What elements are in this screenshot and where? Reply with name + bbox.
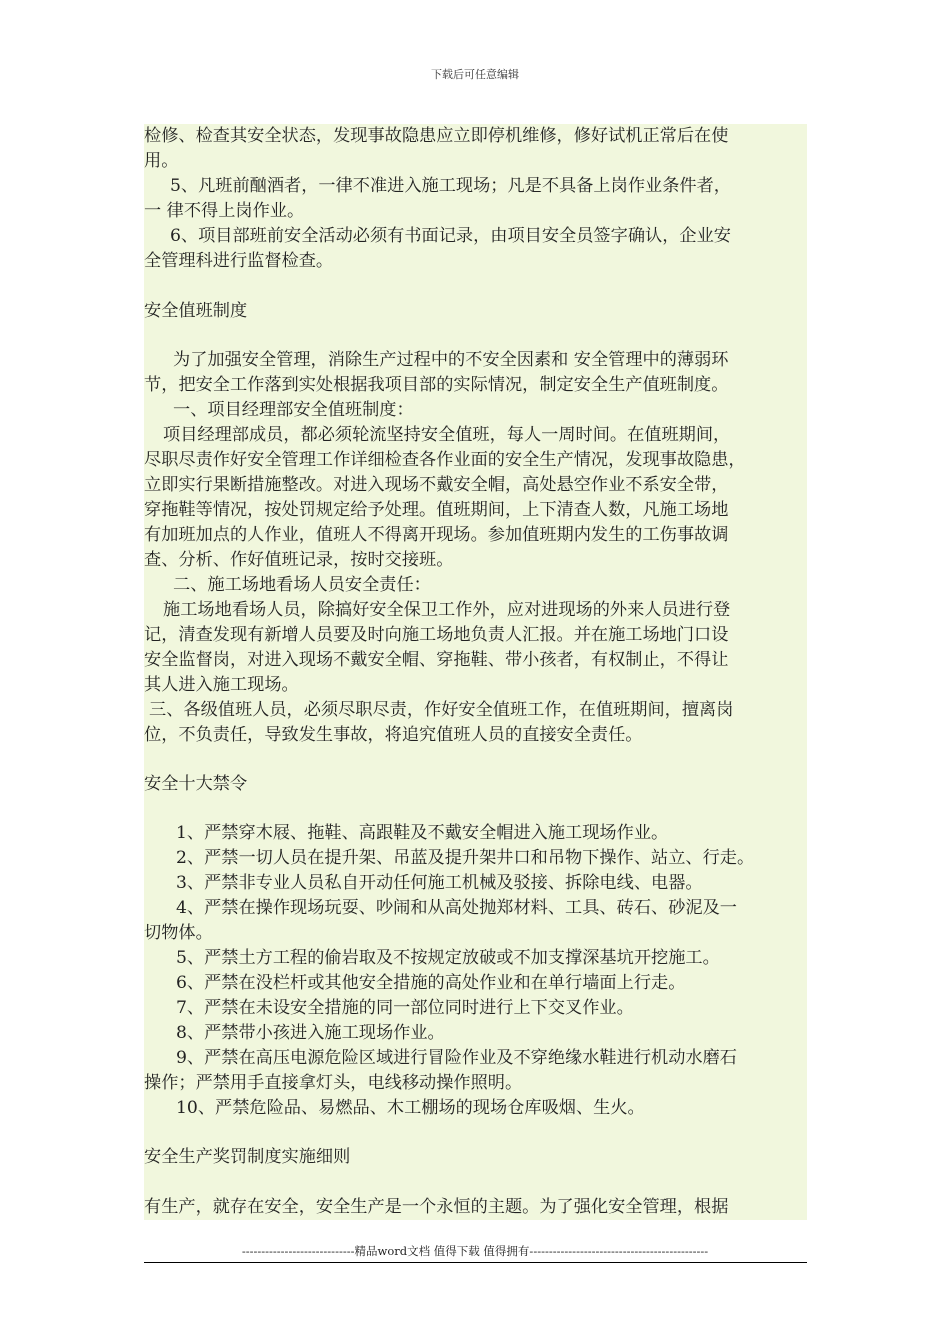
text-line: 安全值班制度 bbox=[144, 301, 248, 321]
text-line: 施工场地看场人员，除搞好安全保卫工作外，应对进现场的外来人员进行登 bbox=[163, 600, 731, 620]
page-header: 下载后可任意编辑 bbox=[431, 68, 519, 81]
text-line: 切物体。 bbox=[144, 923, 213, 943]
text-line: 其人进入施工现场。 bbox=[144, 675, 299, 695]
text-line: 安全监督岗，对进入现场不戴安全帽、穿拖鞋、带小孩者，有权制止，不得让 bbox=[144, 650, 729, 670]
footer-rule bbox=[144, 1262, 807, 1263]
text-line: 7、严禁在未设安全措施的同一部位同时进行上下交叉作业。 bbox=[176, 998, 634, 1018]
text-line: 8、严禁带小孩进入施工现场作业。 bbox=[176, 1023, 445, 1043]
text-line: 2、严禁一切人员在提升架、吊蓝及提升架井口和吊物下操作、站立、行走。 bbox=[176, 848, 755, 868]
document-body bbox=[144, 124, 807, 1220]
text-line: 尽职尽责作好安全管理工作详细检查各作业面的安全生产情况，发现事故隐患， bbox=[144, 450, 746, 470]
text-line: 全管理科进行监督检查。 bbox=[144, 251, 334, 271]
text-line: 6、项目部班前安全活动必须有书面记录，由项目安全员签字确认，企业安 bbox=[170, 226, 731, 246]
text-line: 有加班加点的人作业，值班人不得离开现场。参加值班期内发生的工伤事故调 bbox=[144, 525, 729, 545]
text-line: 二、施工场地看场人员安全责任： bbox=[173, 575, 431, 595]
text-line: 操作；严禁用手直接拿灯头，电线移动操作照明。 bbox=[144, 1073, 523, 1093]
text-line: 4、严禁在操作现场玩耍、吵闹和从高处抛郑材料、工具、砖石、砂泥及一 bbox=[176, 898, 737, 918]
page-footer: -----------------------------精品word文档 值得下载 值得拥有---------------------------------------------- bbox=[241, 1244, 709, 1258]
text-line: 为了加强安全管理，消除生产过程中的不安全因素和 安全管理中的薄弱环 bbox=[173, 350, 729, 370]
text-line: 检修、检查其安全状态，发现事故隐患应立即停机维修，修好试机正常后在使 bbox=[144, 126, 729, 146]
text-line: 安全生产奖罚制度实施细则 bbox=[144, 1147, 351, 1167]
text-line: 9、严禁在高压电源危险区域进行冒险作业及不穿绝缘水鞋进行机动水磨石 bbox=[176, 1048, 737, 1068]
text-line: 1、严禁穿木屐、拖鞋、高跟鞋及不戴安全帽进入施工现场作业。 bbox=[176, 823, 669, 843]
text-line: 查、分析、作好值班记录，按时交接班。 bbox=[144, 550, 454, 570]
text-line: 节，把安全工作落到实处根据我项目部的实际情况，制定安全生产值班制度。 bbox=[144, 375, 729, 395]
text-line: 3、严禁非专业人员私自开动任何施工机械及驳接、拆除电线、电器。 bbox=[176, 873, 703, 893]
text-line: 10、严禁危险品、易燃品、木工棚场的现场仓库吸烟、生火。 bbox=[176, 1098, 645, 1118]
text-line: 一、项目经理部安全值班制度： bbox=[173, 400, 414, 420]
text-line: 5、凡班前酗酒者，一律不准进入施工现场；凡是不具备上岗作业条件者， bbox=[170, 176, 731, 196]
text-line: 立即实行果断措施整改。对进入现场不戴安全帽，高处悬空作业不系安全带， bbox=[144, 475, 729, 495]
text-line: 5、严禁土方工程的偷岩取及不按规定放破或不加支撑深基坑开挖施工。 bbox=[176, 948, 720, 968]
text-line: 安全十大禁令 bbox=[144, 774, 248, 794]
text-line: 位，不负责任，导致发生事故，将追究值班人员的直接安全责任。 bbox=[144, 725, 643, 745]
text-line: 穿拖鞋等情况，按处罚规定给予处理。值班期间，上下清查人数，凡施工场地 bbox=[144, 500, 729, 520]
text-line: 有生产，就存在安全，安全生产是一个永恒的主题。为了强化安全管理，根据 bbox=[144, 1197, 729, 1217]
text-line: 6、严禁在没栏杆或其他安全措施的高处作业和在单行墙面上行走。 bbox=[176, 973, 686, 993]
text-line: 用。 bbox=[144, 151, 179, 171]
text-line: 一 律不得上岗作业。 bbox=[144, 201, 305, 221]
text-line: 记，清查发现有新增人员要及时向施工场地负责人汇报。并在施工场地门口设 bbox=[144, 625, 729, 645]
text-line: 三、各级值班人员，必须尽职尽责，作好安全值班工作，在值班期间，擅离岗 bbox=[149, 700, 734, 720]
text-line: 项目经理部成员，都必须轮流坚持安全值班，每人一周时间。在值班期间， bbox=[163, 425, 731, 445]
